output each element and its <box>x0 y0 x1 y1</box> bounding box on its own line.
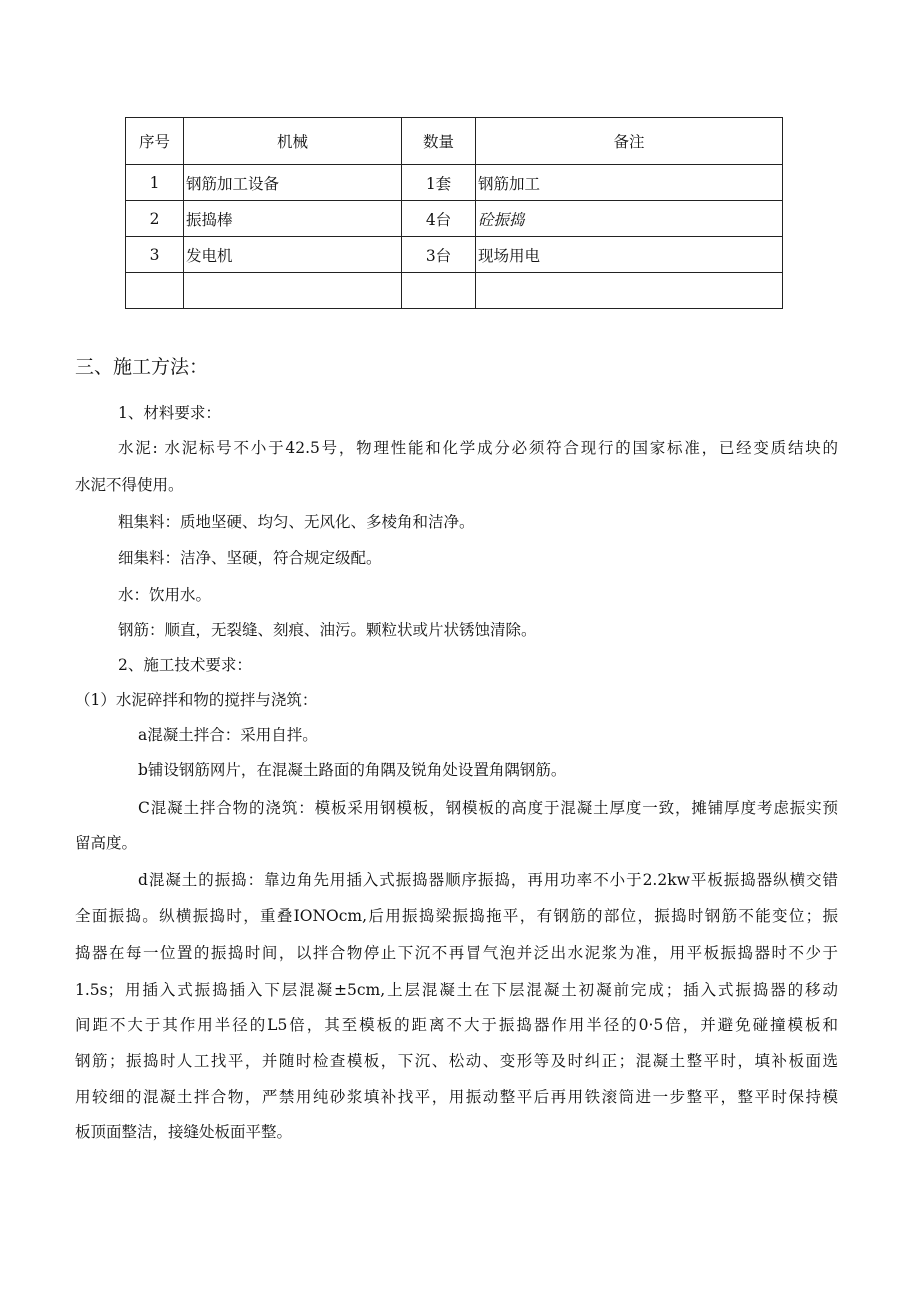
cell-index: 1 <box>126 165 184 201</box>
cell-machine: 振捣棒 <box>184 201 402 237</box>
fine-aggregate-text: 细集料：洁净、坚硬，符合规定级配。 <box>118 549 382 567</box>
coarse-aggregate-text: 粗集料：质地坚硬、均匀、无风化、多棱角和洁净。 <box>118 513 475 531</box>
subheading-technical: 2、施工技术要求： <box>118 656 252 674</box>
rebar-text: 钢筋：顺直，无裂缝、刻痕、油污。颗粒状或片状锈蚀清除。 <box>118 621 537 639</box>
cement-paragraph-line: 水泥: 水泥标号不小于42.5号，物理性能和化学成分必须符合现行的国家标准，已经变质结块的 <box>118 439 838 457</box>
header-quantity: 数量 <box>402 118 476 165</box>
cell-remark <box>476 273 783 309</box>
cell-index: 2 <box>126 201 184 237</box>
table-row <box>126 201 783 237</box>
cell-quantity: 3台 <box>402 237 476 273</box>
item-d-line: 板顶面整洁，接缝处板面平整。 <box>75 1123 293 1141</box>
header-machine: 机械 <box>184 118 402 165</box>
item-d-line: 钢筋；振捣时人工找平，并随时检查模板，下沉、松动、变形等及时纠正；混凝土整平时，填补板面选 <box>75 1052 838 1070</box>
header-remark: 备注 <box>476 118 783 165</box>
item-d-line: 捣器在每一位置的振捣时间，以拌合物停止下沉不再冒气泡并泛出水泥浆为准，用平板振捣器时不少于 <box>75 944 838 962</box>
cell-index <box>126 273 184 309</box>
table-row <box>126 273 783 309</box>
cell-quantity <box>402 273 476 309</box>
item-d-line: 全面振捣。纵横振捣时，重叠IONOcm,后用振捣梁振捣拖平，有钢筋的部位，振捣时钢筋不能变位；振 <box>75 907 838 925</box>
cell-remark: 钢筋加工 <box>476 165 783 201</box>
cement-paragraph-line: 水泥不得使用。 <box>75 476 184 494</box>
cell-machine <box>184 273 402 309</box>
cell-remark: 砼振捣 <box>476 201 783 237</box>
subheading-materials: 1、材料要求： <box>118 404 221 422</box>
cell-machine: 发电机 <box>184 237 402 273</box>
item-d-line: 1.5s；用插入式振捣插入下层混凝±5cm,上层混凝土在下层混凝土初凝前完成；插入式振捣器的移动 <box>75 981 838 999</box>
item-c-line: 留高度。 <box>75 834 138 852</box>
item-d-line: d混凝土的振捣：靠边角先用插入式振捣器顺序振捣，再用功率不小于2.2kw平板振捣器纵横交错 <box>138 871 838 889</box>
table-header-row <box>126 118 783 165</box>
item-a-text: a混凝土拌合：采用自拌。 <box>138 726 318 744</box>
cell-quantity: 1套 <box>402 165 476 201</box>
table-row <box>126 165 783 201</box>
cell-index: 3 <box>126 237 184 273</box>
machinery-table <box>125 117 783 309</box>
cell-quantity: 4台 <box>402 201 476 237</box>
section-title: 三、施工方法： <box>75 356 209 378</box>
cell-remark: 现场用电 <box>476 237 783 273</box>
cell-machine: 钢筋加工设备 <box>184 165 402 201</box>
item-c-line: C混凝土拌合物的浇筑：模板采用钢模板，钢模板的高度于混凝土厚度一致，摊铺厚度考虑振实预 <box>138 799 838 817</box>
water-text: 水：饮用水。 <box>118 586 212 604</box>
table-row <box>126 237 783 273</box>
item-d-line: 用较细的混凝土拌合物，严禁用纯砂浆填补找平，用振动整平后再用铁滚筒进一步整平，整平时保持模 <box>75 1088 838 1106</box>
item-d-line: 间距不大于其作用半径的L5倍，其至模板的距离不大于振捣器作用半径的0·5倍，并避免碰撞模板和 <box>75 1016 838 1034</box>
item-b-text: b铺设钢筋网片，在混凝土路面的角隅及锐角处设置角隅钢筋。 <box>138 761 567 779</box>
header-index: 序号 <box>126 118 184 165</box>
item-1-heading: （1）水泥碎拌和物的搅拌与浇筑： <box>75 691 318 709</box>
